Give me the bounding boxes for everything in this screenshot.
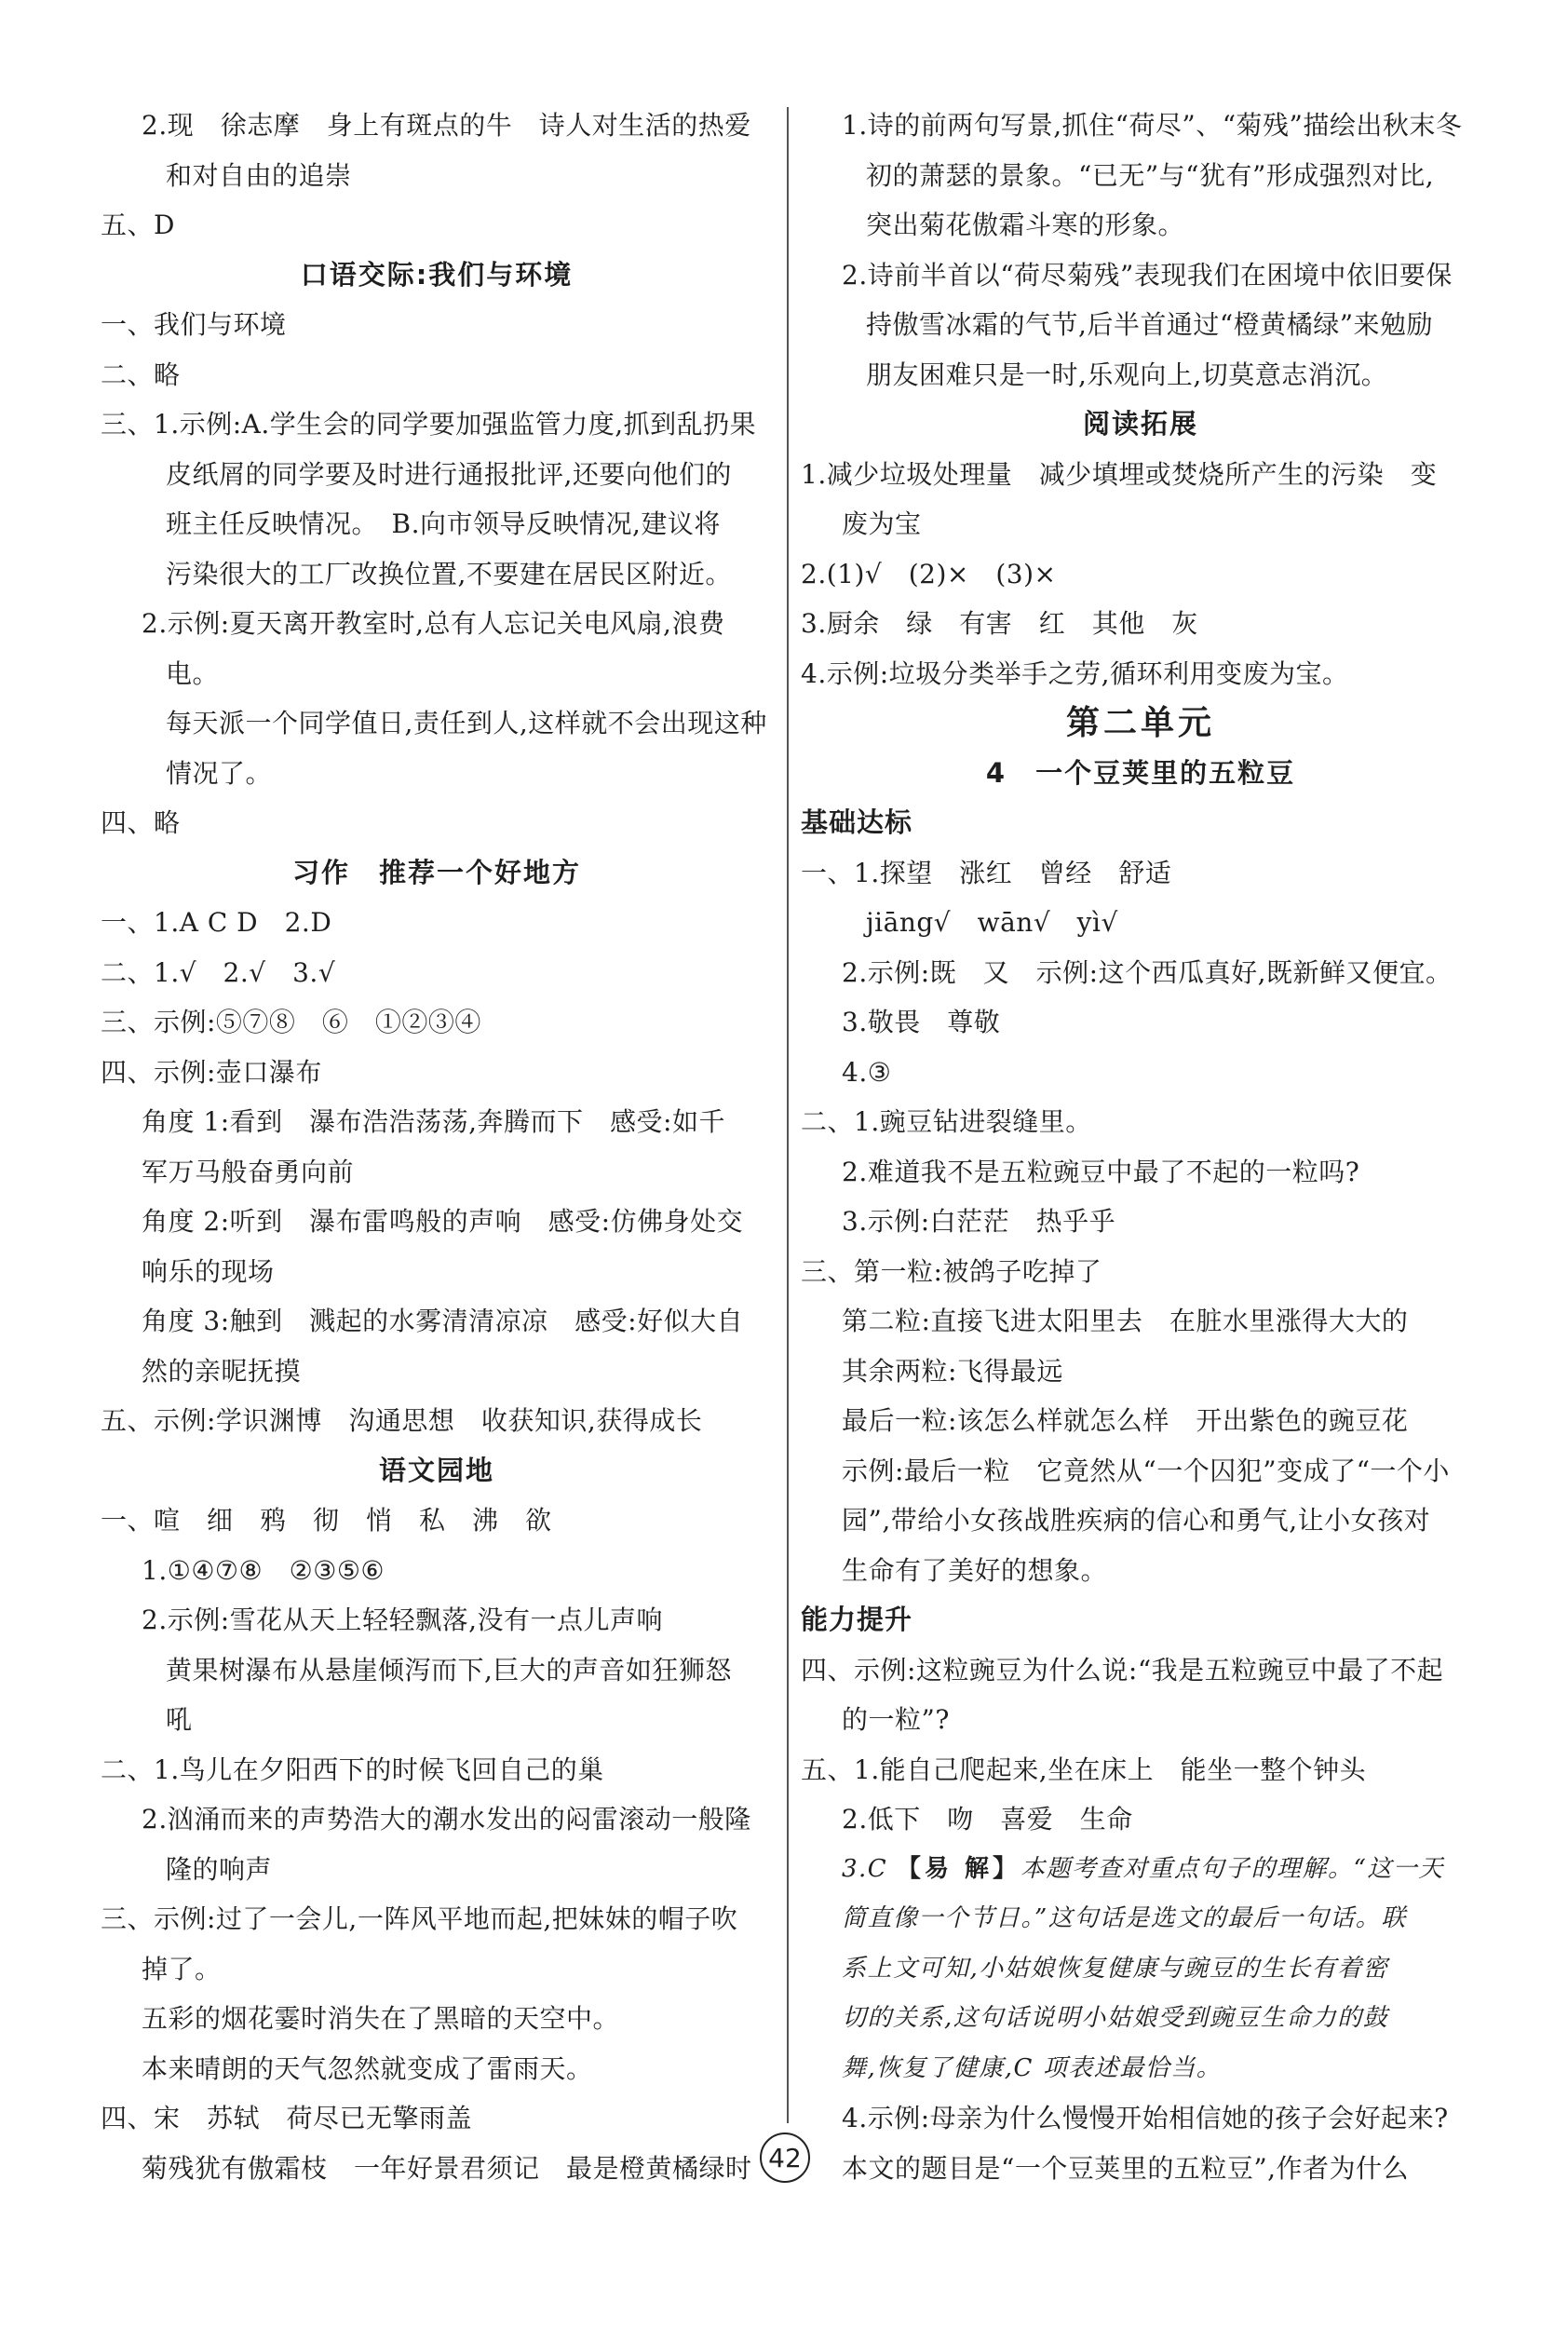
answer-line: 其余两粒:飞得最远 — [842, 1355, 1063, 1387]
left-column — [101, 101, 773, 2193]
answer-line: 菊残犹有傲霜枝 一年好景君须记 最是橙黄橘绿时 — [142, 2152, 752, 2184]
answer-line: 废为宝 — [842, 508, 922, 539]
answer-line: 示例:最后一粒 它竟然从“一个囚犯”变成了“一个小 — [842, 1455, 1450, 1486]
answer-line: 1.减少垃圾处理量 减少填埋或焚烧所产生的污染 变 — [801, 458, 1438, 490]
answer-line: 黄果树瀑布从悬崖倾泻而下,巨大的声音如狂狮怒 — [166, 1654, 732, 1686]
answer-line: 舞,恢复了健康,C 项表述最恰当。 — [842, 2053, 1223, 2082]
section-heading: 口语交际:我们与环境 — [300, 258, 574, 291]
answer-line: 持傲雪冰霜的气节,后半首通过“橙黄橘绿”来勉励 — [866, 309, 1434, 340]
answer-line: 三、1.示例:A.学生会的同学要加强监管力度,抓到乱扔果 — [101, 409, 757, 440]
answer-line: 隆的响声 — [166, 1853, 273, 1885]
answer-line: 角度 1:看到 瀑布浩浩荡荡,奔腾而下 感受:如千 — [142, 1106, 725, 1137]
page-number: 42 — [760, 2133, 810, 2183]
answer-line: 2.低下 吻 喜爱 生命 — [842, 1804, 1133, 1835]
answer-line: 园”,带给小女孩战胜疾病的信心和勇气,让小女孩对 — [842, 1505, 1431, 1536]
answer-line: 二、1.豌豆钻进裂缝里。 — [801, 1106, 1092, 1137]
answer-line: 切的关系,这句话说明小姑娘受到豌豆生命力的鼓 — [842, 2004, 1389, 2032]
section-heading: 能力提升 — [801, 1604, 913, 1635]
answer-line: 一、我们与环境 — [101, 309, 287, 340]
answer-line: 响乐的现场 — [142, 1255, 275, 1287]
answer-line: 角度 3:触到 溅起的水雾清清凉凉 感受:好似大自 — [142, 1306, 744, 1336]
answer-line: 4.示例:垃圾分类举手之劳,循环利用变废为宝。 — [801, 657, 1349, 689]
answer-line: 一、喧 细 鸦 彻 悄 私 沸 欲 — [101, 1505, 552, 1536]
answer-line: 二、略 — [101, 359, 181, 390]
section-heading: 第二单元 — [1065, 704, 1215, 742]
answer-line: 4.示例:母亲为什么慢慢开始相信她的孩子会好起来? — [842, 2103, 1449, 2133]
answer-line: jiāng√ wān√ yì√ — [866, 907, 1118, 938]
section-heading: 语文园地 — [378, 1454, 494, 1486]
answer-line: 1.诗的前两句写景,抓住“荷尽”、“菊残”描绘出秋末冬 — [842, 110, 1463, 141]
answer-line: 和对自由的追崇 — [166, 159, 352, 191]
answer-line: 最后一粒:该怎么样就怎么样 开出紫色的豌豆花 — [842, 1405, 1409, 1436]
answer-line: 2.示例:雪花从天上轻轻飘落,没有一点儿声响 — [142, 1605, 664, 1635]
answer-line: 军万马般奋勇向前 — [142, 1156, 355, 1187]
answer-line: 皮纸屑的同学要及时进行通报批评,还要向他们的 — [166, 458, 732, 490]
answer-line: 污染很大的工厂改换位置,不要建在居民区附近。 — [166, 558, 732, 589]
answer-line: 朋友困难只是一时,乐观向上,切莫意志消沉。 — [866, 359, 1388, 390]
answer-line: 3.厨余 绿 有害 红 其他 灰 — [801, 608, 1198, 639]
answer-line: 3.C 【易 解】本题考查对重点句子的理解。“这一天 — [842, 1854, 1444, 1883]
answer-line: 简直像一个节日。”这句话是选文的最后一句话。联 — [842, 1904, 1407, 1932]
answer-line: 2.现 徐志摩 身上有斑点的牛 诗人对生活的热爱 — [142, 110, 751, 141]
answer-line: 电。 — [166, 657, 220, 689]
answer-line: 三、示例:过了一会儿,一阵风平地而起,把妹妹的帽子吹 — [101, 1903, 738, 1934]
answer-line: 第二粒:直接飞进太阳里去 在脏水里涨得大大的 — [842, 1306, 1409, 1336]
answer-line: 系上文可知,小姑娘恢复健康与豌豆的生长有着密 — [842, 1954, 1389, 1983]
answer-line: 掉了。 — [142, 1953, 222, 1984]
answer-line: 本文的题目是“一个豆荚里的五粒豆”,作者为什么 — [842, 2152, 1410, 2184]
answer-line: 2.示例:夏天离开教室时,总有人忘记关电风扇,浪费 — [142, 608, 725, 639]
answer-line: 2.汹涌而来的声势浩大的潮水发出的闷雷滚动一般隆 — [142, 1804, 751, 1835]
answer-line: 生命有了美好的想象。 — [842, 1554, 1108, 1586]
answer-line: 三、第一粒:被鸽子吃掉了 — [801, 1255, 1102, 1287]
answer-line: 3.敬畏 尊敬 — [842, 1007, 1001, 1037]
answer-line: 五彩的烟花霎时消失在了黑暗的天空中。 — [142, 2003, 620, 2034]
note-tag: 【易 解】 — [896, 1854, 1021, 1883]
answer-line: 班主任反映情况。 B.向市领导反映情况,建议将 — [166, 508, 721, 539]
section-heading: 基础达标 — [801, 806, 913, 838]
answer-line: 2.难道我不是五粒豌豆中最了不起的一粒吗? — [842, 1156, 1360, 1187]
answer-line: 吼 — [166, 1704, 193, 1735]
answer-line: 本来晴朗的天气忽然就变成了雷雨天。 — [142, 2052, 593, 2084]
answer-line: 1.①④⑦⑧ ②③⑤⑥ — [142, 1554, 385, 1586]
answer-line: 三、示例:⑤⑦⑧ ⑥ ①②③④ — [101, 1007, 481, 1037]
answer-line: 2.(1)√ (2)× (3)× — [801, 558, 1057, 589]
column-divider — [787, 107, 789, 2123]
answer-line: 四、示例:这粒豌豆为什么说:“我是五粒豌豆中最了不起 — [801, 1654, 1444, 1686]
answer-line: 二、1.鸟儿在夕阳西下的时候飞回自己的巢 — [101, 1754, 604, 1785]
answer-line: 二、1.√ 2.√ 3.√ — [101, 956, 336, 988]
answer-line: 2.诗前半首以“荷尽菊残”表现我们在困境中依旧要保 — [842, 259, 1453, 291]
answer-line: 的一粒”? — [842, 1704, 950, 1735]
answer-line: 4.③ — [842, 1056, 892, 1088]
answer-line: 五、1.能自己爬起来,坐在床上 能坐一整个钟头 — [801, 1754, 1367, 1785]
answer-line: 然的亲昵抚摸 — [142, 1355, 302, 1387]
answer-line: 情况了。 — [166, 757, 273, 789]
answer-line: 初的萧瑟的景象。“已无”与“犹有”形成强烈对比, — [866, 159, 1435, 191]
answer-line: 突出菊花傲霜斗寒的形象。 — [866, 210, 1185, 240]
answer-line: 角度 2:听到 瀑布雷鸣般的声响 感受:仿佛身处交 — [142, 1206, 744, 1237]
answer-line: 五、D — [101, 210, 175, 240]
answer-line: 一、1.A C D 2.D — [101, 907, 332, 938]
section-heading: 阅读拓展 — [1082, 408, 1198, 440]
answer-line: 一、1.探望 涨红 曾经 舒适 — [801, 857, 1172, 888]
answer-line: 四、示例:壶口瀑布 — [101, 1056, 322, 1088]
answer-line: 3.示例:白茫茫 热乎乎 — [842, 1206, 1116, 1237]
answer-line: 2.示例:既 又 示例:这个西瓜真好,既新鲜又便宜。 — [842, 956, 1453, 988]
section-heading: 习作 推荐一个好地方 — [291, 856, 581, 888]
answer-line: 四、略 — [101, 807, 181, 838]
right-column — [801, 101, 1480, 2193]
answer-line: 四、宋 苏轼 荷尽已无擎雨盖 — [101, 2103, 473, 2133]
answer-line: 每天派一个同学值日,责任到人,这样就不会出现这种 — [166, 708, 767, 738]
section-heading: 4 一个豆荚里的五粒豆 — [985, 756, 1296, 789]
answer-line: 五、示例:学识渊博 沟通思想 收获知识,获得成长 — [101, 1405, 703, 1436]
